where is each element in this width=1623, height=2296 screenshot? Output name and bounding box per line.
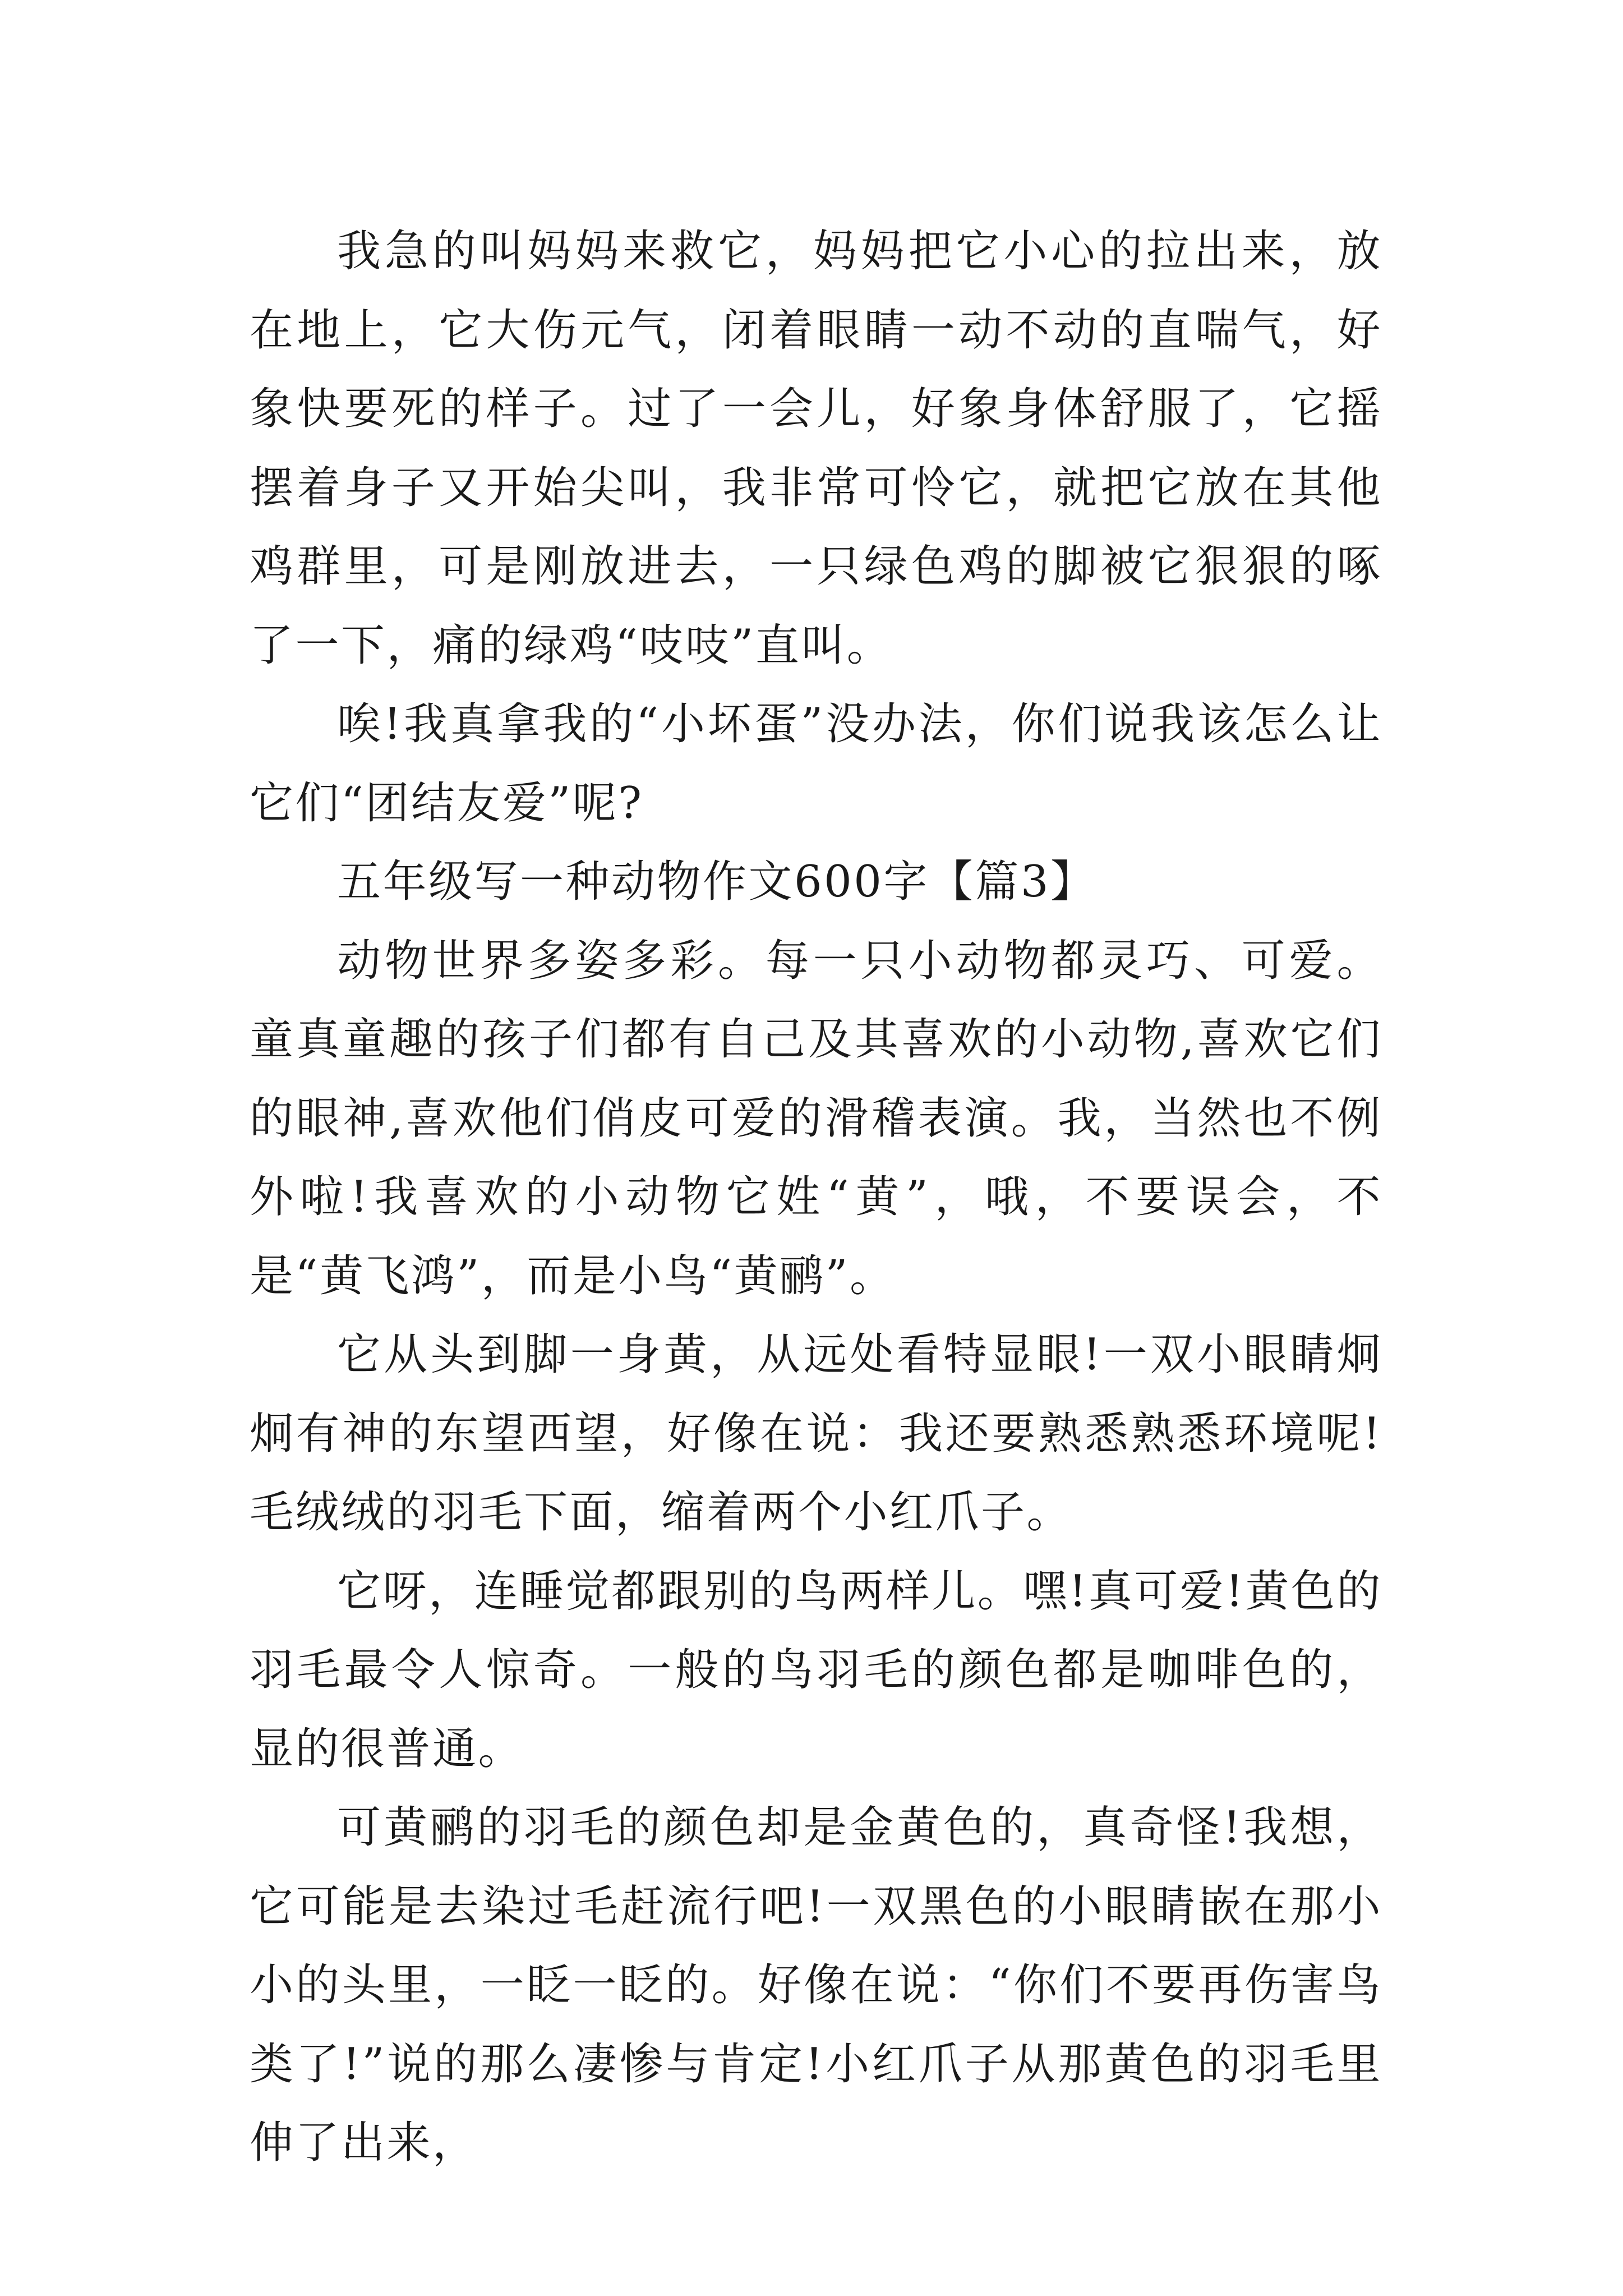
paragraph-sleeping: 它呀，连睡觉都跟别的鸟两样儿。嘿!真可爱!黄色的羽毛最令人惊奇。一般的鸟羽毛的颜色都是咖啡色的，显的很普通。 [250,1566,1382,1774]
paragraph-rescue: 我急的叫妈妈来救它，妈妈把它小心的拉出来，放在地上，它大伤元气，闭着眼睛一动不动的直喘气，好象快要死的样子。过了一会儿，好象身体舒服了，它摇摆着身子又开始尖叫，我非常可怜它，就把它放在其他鸡群里，可是刚放进去，一只绿色鸡的脚被它狠狠的啄了一下，痛的绿鸡“吱吱”直叫。 [250,226,1382,671]
section-heading: 五年级写一种动物作文600字【篇3】 [337,857,1096,907]
paragraph-animal-world: 动物世界多姿多彩。每一只小动物都灵巧、可爱。童真童趣的孩子们都有自己及其喜欢的小动物,喜欢它们的眼神,喜欢他们俏皮可爱的滑稽表演。我，当然也不例外啦!我喜欢的小动物它姓“黄”，哦，不要误会，不是“黄飞鸿”，而是小鸟“黄鹂”。 [250,935,1382,1301]
paragraph-sigh: 唉!我真拿我的“小坏蛋”没办法，你们说我该怎么让它们“团结友爱”呢? [250,699,1382,829]
body-text [250,212,1382,2183]
paragraph-head-to-toe: 它从头到脚一身黄，从远处看特显眼!一双小眼睛炯炯有神的东望西望，好像在说：我还要熟悉熟悉环境呢!毛绒绒的羽毛下面，缩着两个小红爪子。 [250,1329,1382,1538]
paragraph-golden-feathers: 可黄鹂的羽毛的颜色却是金黄色的，真奇怪!我想，它可能是去染过毛赶流行吧!一双黑色的小眼睛嵌在那小小的头里，一眨一眨的。好像在说：“你们不要再伤害鸟类了!”说的那么凄惨与肯定!小红爪子从那黄色的羽毛里伸了出来， [250,1802,1382,2168]
